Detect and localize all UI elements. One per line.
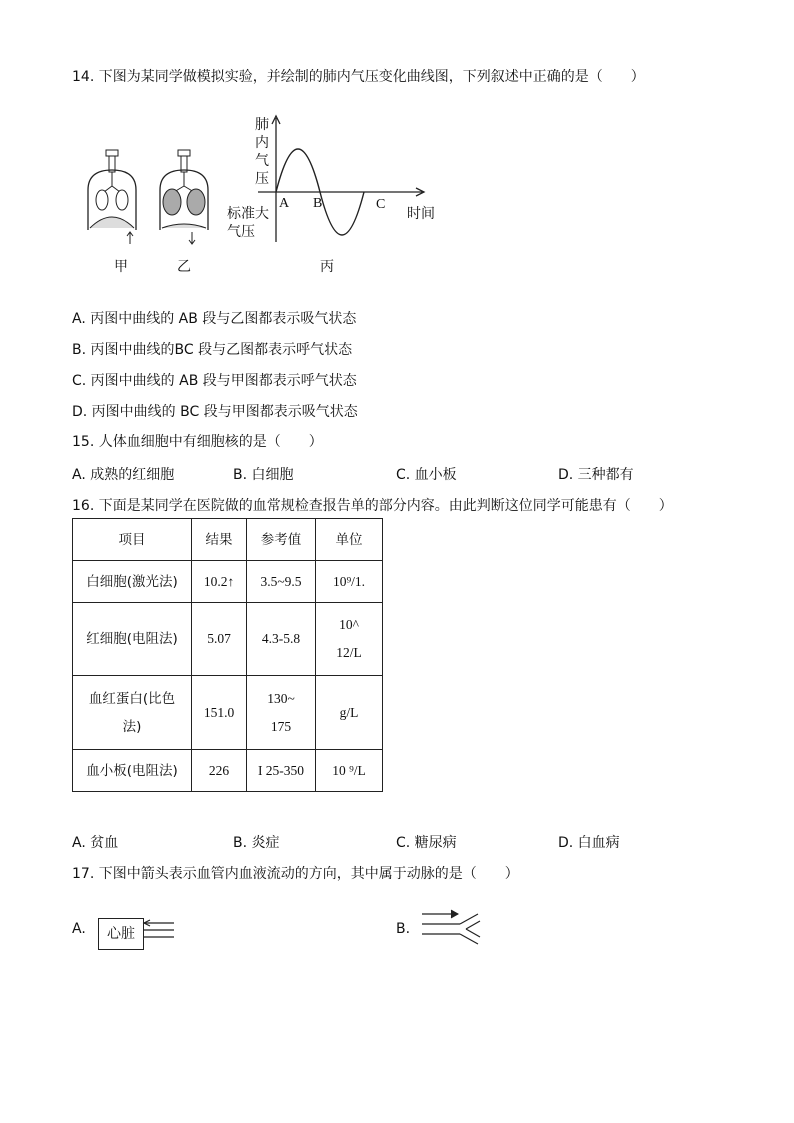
point-c: C (376, 197, 386, 212)
y-axis-char-3: 气 (255, 153, 269, 169)
q14-option-a[interactable]: A. 丙图中曲线的 AB 段与乙图都表示吸气状态 (72, 311, 357, 327)
cell-ref: 4.3-5.8 (247, 603, 316, 676)
y-axis-char-2: 内 (255, 135, 269, 151)
q15-option-c[interactable]: C. 血小板 (396, 467, 457, 483)
q15-stem: 15. 人体血细胞中有细胞核的是（ ） (72, 434, 323, 450)
header-ref: 参考值 (247, 519, 316, 561)
table-row (73, 750, 383, 792)
q14-option-d[interactable]: D. 丙图中曲线的 BC 段与甲图都表示吸气状态 (72, 404, 358, 420)
q14-option-c[interactable]: C. 丙图中曲线的 AB 段与甲图都表示呼气状态 (72, 373, 357, 389)
header-unit: 单位 (316, 519, 383, 561)
unit-line-1: 10^ (339, 617, 359, 632)
cell-unit: 10⁹/1. (316, 561, 383, 603)
q16-option-a[interactable]: A. 贫血 (72, 835, 119, 851)
bell-jar-figures (78, 148, 218, 248)
bell-jar-jia (88, 150, 136, 244)
cell-ref: I 25-350 (247, 750, 316, 792)
cell-unit: 10 ⁹/L (316, 750, 383, 792)
q15-option-a[interactable]: A. 成熟的红细胞 (72, 467, 175, 483)
item-line-1: 血红蛋白(比色 (88, 690, 176, 707)
cell-unit: g/L (316, 676, 383, 750)
q16-option-b[interactable]: B. 炎症 (233, 835, 280, 851)
header-item: 项目 (73, 519, 192, 561)
q14-option-b[interactable]: B. 丙图中曲线的BC 段与乙图都表示呼气状态 (72, 342, 353, 358)
cell-item: 白细胞(激光法) (73, 561, 192, 603)
baseline-label-1: 标准大 (227, 206, 269, 222)
unit-line-2: 12/L (336, 645, 362, 660)
table-header-row (73, 519, 383, 561)
fig-label-bing: 丙 (320, 259, 334, 275)
fig-label-jia: 甲 (114, 259, 128, 275)
lung-pressure-graph (258, 112, 438, 247)
arrow-right-icon (451, 910, 458, 918)
option-a-vessel-figure (142, 918, 176, 942)
option-b-vessel-figure (420, 908, 484, 950)
cell-result: 10.2↑ (192, 561, 247, 603)
cell-result: 151.0 (192, 676, 247, 750)
blood-test-table (72, 518, 383, 792)
bell-jar-yi (160, 150, 208, 244)
cell-ref: 3.5~9.5 (247, 561, 316, 603)
fig-label-yi: 乙 (177, 259, 191, 275)
q17-stem: 17. 下图中箭头表示血管内血液流动的方向，其中属于动脉的是（ ） (72, 866, 519, 882)
q14-stem: 14. 下图为某同学做模拟实验，并绘制的肺内气压变化曲线图，下列叙述中正确的是（ ） (72, 69, 645, 85)
cell-result: 5.07 (192, 603, 247, 676)
y-axis-char-4: 压 (255, 171, 269, 187)
cell-ref (247, 676, 316, 750)
q15-option-d[interactable]: D. 三种都有 (558, 467, 634, 483)
cell-result: 226 (192, 750, 247, 792)
q16-stem: 16. 下面是某同学在医院做的血常规检查报告单的部分内容。由此判断这位同学可能患有（ ） (72, 498, 673, 514)
q16-option-c[interactable]: C. 糖尿病 (396, 835, 457, 851)
header-result: 结果 (192, 519, 247, 561)
cell-item: 红细胞(电阻法) (73, 603, 192, 676)
q16-option-d[interactable]: D. 白血病 (558, 835, 620, 851)
table-row (73, 676, 383, 750)
table-row (73, 603, 383, 676)
cell-item: 血小板(电阻法) (73, 750, 192, 792)
point-a: A (279, 196, 290, 211)
table-row (73, 561, 383, 603)
baseline-label-2: 气压 (227, 224, 255, 240)
heart-box: 心脏 (98, 918, 144, 950)
ref-line-2: 175 (270, 718, 292, 734)
ref-line-1: 130~ (267, 690, 295, 706)
cell-item (73, 676, 192, 750)
item-line-2: 法) (122, 718, 142, 735)
point-b: B (313, 196, 323, 211)
q15-option-b[interactable]: B. 白细胞 (233, 467, 294, 483)
cell-unit (316, 603, 383, 676)
x-axis-label: 时间 (407, 206, 435, 222)
q17-option-a-label[interactable]: A. (72, 921, 86, 937)
y-axis-char-1: 肺 (255, 117, 269, 133)
q17-option-b-label[interactable]: B. (396, 921, 411, 937)
